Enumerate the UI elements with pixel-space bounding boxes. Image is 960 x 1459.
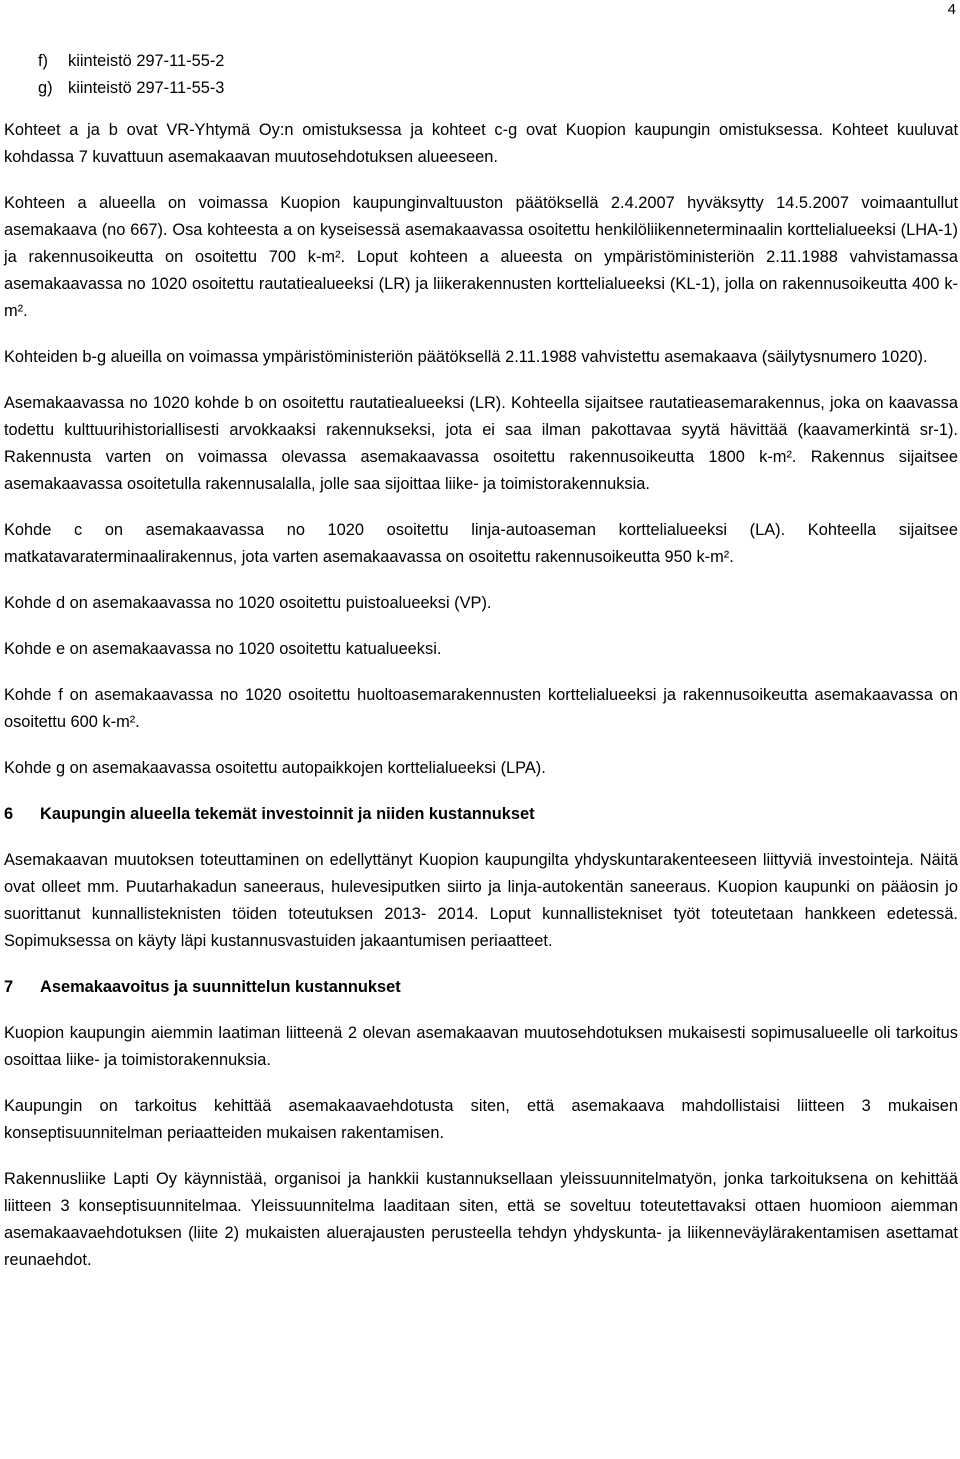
paragraph-zoning-1: Kuopion kaupungin aiemmin laatiman liitteenä 2 olevan asemakaavan muutosehdotuksen mukaisesti sopimusalueelle oli tarkoitus osoittaa liike- ja toimistorakennuksia. <box>4 1024 958 1069</box>
list-item <box>4 48 958 75</box>
section-title: Asemakaavoitus ja suunnittelun kustannukset <box>40 978 401 996</box>
paragraph-zoning-2: Kaupungin on tarkoitus kehittää asemakaavaehdotusta siten, että asemakaava mahdollistaisi liitteen 3 mukaisen konseptisuunnitelman periaatteiden mukaisen rakentamisen. <box>4 1097 958 1142</box>
list-marker: f) <box>38 52 49 70</box>
paragraph-investments: Asemakaavan muutoksen toteuttaminen on edellyttänyt Kuopion kaupungilta yhdyskuntarakenteeseen liittyviä investointeja. Näitä ovat olleet mm. Puutarhakadun saneeraus, hulevesiputken siirto ja linja-autokentän saneeraus. Kuopion kaupunki on pääosin jo suorittanut kunnallisteknisten töiden toteutuksen 2013- 2014. Loput kunnallistekniset työt toteutetaan hankkeen edetessä. Sopimuksessa on käyty läpi kustannusvastuiden jakaantumisen periaatteet. <box>4 851 958 950</box>
paragraph-kohde-c: Kohde c on asemakaavassa no 1020 osoitettu linja-autoaseman korttelialueeksi (LA). Kohteella sijaitsee matkatavaraterminaalirakennus, jota varten asemakaavassa on osoitettu rakennusoikeutta 950 k-m². <box>4 521 958 566</box>
paragraph-kohde-b: Asemakaavassa no 1020 kohde b on osoitettu rautatiealueeksi (LR). Kohteella sijaitsee rautatieasemarakennus, joka on kaavassa todettu kulttuurihistoriallisesti arvokkaaksi rakennukseksi, jota ei saa ilman pakottavaa syytä hävittää (kaavamerkintä sr-1). Rakennusta varten on voimassa olevassa asemakaavassa osoitettu rakennusoikeutta 1800 k-m². Rakennus sijaitsee asemakaavassa osoitetulla rakennusalalla, jolle saa sijoittaa liike- ja toimistorakennuksia. <box>4 394 958 493</box>
paragraph-zoning-3: Rakennusliike Lapti Oy käynnistää, organisoi ja hankkii kustannuksellaan yleissuunnitelmatyön, jonka tarkoituksena on kehittää liitteen 3 konseptisuunnitelmaa. Yleissuunnitelma laaditaan siten, että se soveltuu toteutettavaksi ottaen huomioon aiemman asemakaavaehdotuksen (liite 2) mukaisten aluerajausten perusteella tehdyn yhdyskunta- ja liikenneväylärakentamisen asettamat reunaehdot. <box>4 1170 958 1269</box>
paragraph-kohde-e: Kohde e on asemakaavassa no 1020 osoitettu katualueeksi. <box>4 640 442 658</box>
paragraph-kohteet-b-g: Kohteiden b-g alueilla on voimassa ympäristöministeriön päätöksellä 2.11.1988 vahvistettu asemakaava (säilytysnumero 1020). <box>4 348 928 366</box>
paragraph-kohde-g: Kohde g on asemakaavassa osoitettu autopaikkojen korttelialueeksi (LPA). <box>4 759 546 777</box>
paragraph-kohde-f: Kohde f on asemakaavassa no 1020 osoitettu huoltoasemarakennusten korttelialueeksi ja rakennusoikeutta asemakaavassa on osoitettu 600 k-m². <box>4 686 958 731</box>
paragraph-kohde-d: Kohde d on asemakaavassa no 1020 osoitettu puistoalueeksi (VP). <box>4 594 492 612</box>
list-item <box>4 75 958 102</box>
section-title: Kaupungin alueella tekemät investoinnit ja niiden kustannukset <box>40 805 535 823</box>
section-7-heading <box>4 974 958 1001</box>
document-body <box>4 48 958 1293</box>
paragraph-ownership: Kohteet a ja b ovat VR-Yhtymä Oy:n omistuksessa ja kohteet c-g ovat Kuopion kaupungin omistuksessa. Kohteet kuuluvat kohdassa 7 kuvattuun asemakaavan muutosehdotuksen alueeseen. <box>4 121 958 166</box>
section-number: 6 <box>4 805 14 823</box>
list-item-text: kiinteistö 297-11-55-3 <box>68 79 225 97</box>
list-item-text: kiinteistö 297-11-55-2 <box>68 52 225 70</box>
paragraph-kohde-a: Kohteen a alueella on voimassa Kuopion kaupunginvaltuuston päätöksellä 2.4.2007 hyväksytty 14.5.2007 voimaantullut asemakaava (no 667). Osa kohteesta a on kyseisessä asemakaavassa osoitettu henkilöliikenneterminaalin korttelialueeksi (LHA-1) ja rakennusoikeutta on osoitettu 700 k-m². Loput kohteen a alueesta on ympäristöministeriön 2.11.1988 vahvistamassa asemakaavassa no 1020 osoitettu rautatiealueeksi (LR) ja liikerakennusten korttelialueeksi (KL-1), jolla on rakennusoikeutta 400 k-m². <box>4 194 958 320</box>
list-marker: g) <box>38 79 53 97</box>
page-number: 4 <box>947 1 956 18</box>
section-6-heading <box>4 801 958 828</box>
property-list <box>4 48 958 102</box>
section-number: 7 <box>4 978 14 996</box>
